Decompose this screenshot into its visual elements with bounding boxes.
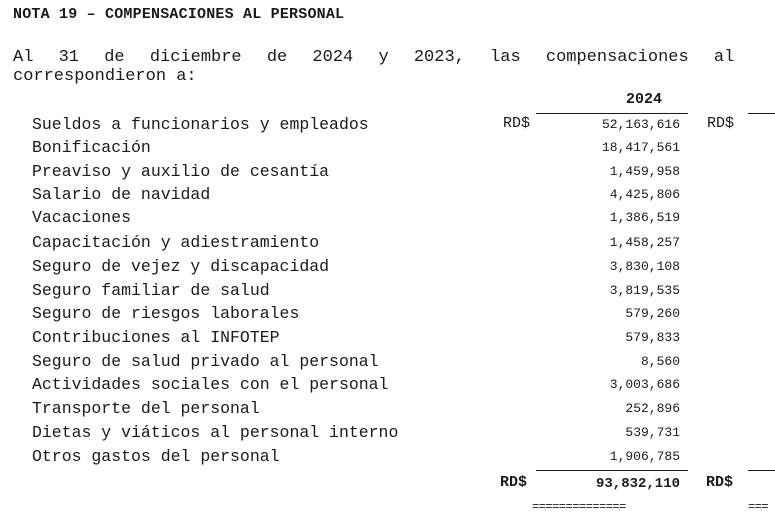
table-row — [0, 281, 775, 303]
table-row — [0, 185, 775, 207]
table-row — [0, 208, 775, 230]
row-label: Vacaciones — [32, 208, 132, 227]
row-amount-2024: 252,896 — [625, 401, 680, 416]
table-row — [0, 399, 775, 421]
column-rule-2024 — [536, 113, 688, 114]
row-label: Seguro familiar de salud — [32, 281, 270, 300]
table-row — [0, 304, 775, 326]
row-label: Seguro de riesgos laborales — [32, 304, 300, 323]
note-title: NOTA 19 – COMPENSACIONES AL PERSONAL — [13, 6, 345, 23]
table-row — [0, 233, 775, 255]
table-row — [0, 423, 775, 445]
row-label: Seguro de salud privado al personal — [32, 352, 379, 371]
table-row — [0, 352, 775, 374]
table-row — [0, 257, 775, 279]
total-rule-2023 — [748, 470, 775, 471]
row-label: Actividades sociales con el personal — [32, 375, 389, 394]
table-row — [0, 447, 775, 469]
currency-2023: RD$ — [707, 115, 735, 132]
intro-text-line-1: Al 31 de diciembre de 2024 y 2023, las compensaciones al — [13, 48, 735, 67]
row-amount-2024: 3,830,108 — [609, 259, 680, 274]
row-label: Bonificación — [32, 138, 151, 157]
row-amount-2024: 579,833 — [625, 330, 680, 345]
row-label: Preaviso y auxilio de cesantía — [32, 162, 330, 181]
row-amount-2024: 1,458,257 — [609, 235, 680, 250]
row-label: Capacitación y adiestramiento — [32, 233, 320, 252]
row-label: Transporte del personal — [32, 399, 260, 418]
row-label: Contribuciones al INFOTEP — [32, 328, 280, 347]
row-amount-2024: 579,260 — [625, 306, 680, 321]
row-amount-2024: 3,819,535 — [609, 283, 680, 298]
total-rule-2024 — [536, 470, 688, 471]
row-amount-2024: 3,003,686 — [609, 377, 680, 392]
row-amount-2024: 1,906,785 — [609, 449, 680, 464]
table-row — [0, 162, 775, 184]
total-amount-2024: 93,832,110 — [595, 476, 680, 492]
double-rule-2023: === — [748, 500, 769, 514]
row-label: Dietas y viáticos al personal interno — [32, 423, 399, 442]
intro-text-line-2: correspondieron a: — [13, 67, 197, 86]
row-label: Seguro de vejez y discapacidad — [32, 257, 330, 276]
double-rule-2024: ============== — [532, 500, 626, 514]
row-label: Salario de navidad — [32, 185, 211, 204]
total-currency-2024: RD$ — [500, 474, 528, 491]
table-row — [0, 328, 775, 350]
table-row — [0, 115, 775, 137]
row-label: Sueldos a funcionarios y empleados — [32, 115, 369, 134]
table-row — [0, 138, 775, 160]
total-currency-2023: RD$ — [706, 474, 734, 491]
table-row — [0, 375, 775, 397]
row-amount-2024: 539,731 — [625, 425, 680, 440]
row-amount-2024: 52,163,616 — [601, 117, 680, 132]
column-rule-2023 — [748, 113, 775, 114]
row-amount-2024: 1,386,519 — [609, 210, 680, 225]
row-amount-2024: 1,459,958 — [609, 164, 680, 179]
row-amount-2024: 4,425,806 — [609, 187, 680, 202]
row-label: Otros gastos del personal — [32, 447, 280, 466]
year-header-2024: 2024 — [626, 91, 663, 108]
row-amount-2024: 18,417,561 — [601, 140, 680, 155]
currency-2024: RD$ — [503, 115, 531, 132]
row-amount-2024: 8,560 — [640, 354, 680, 369]
